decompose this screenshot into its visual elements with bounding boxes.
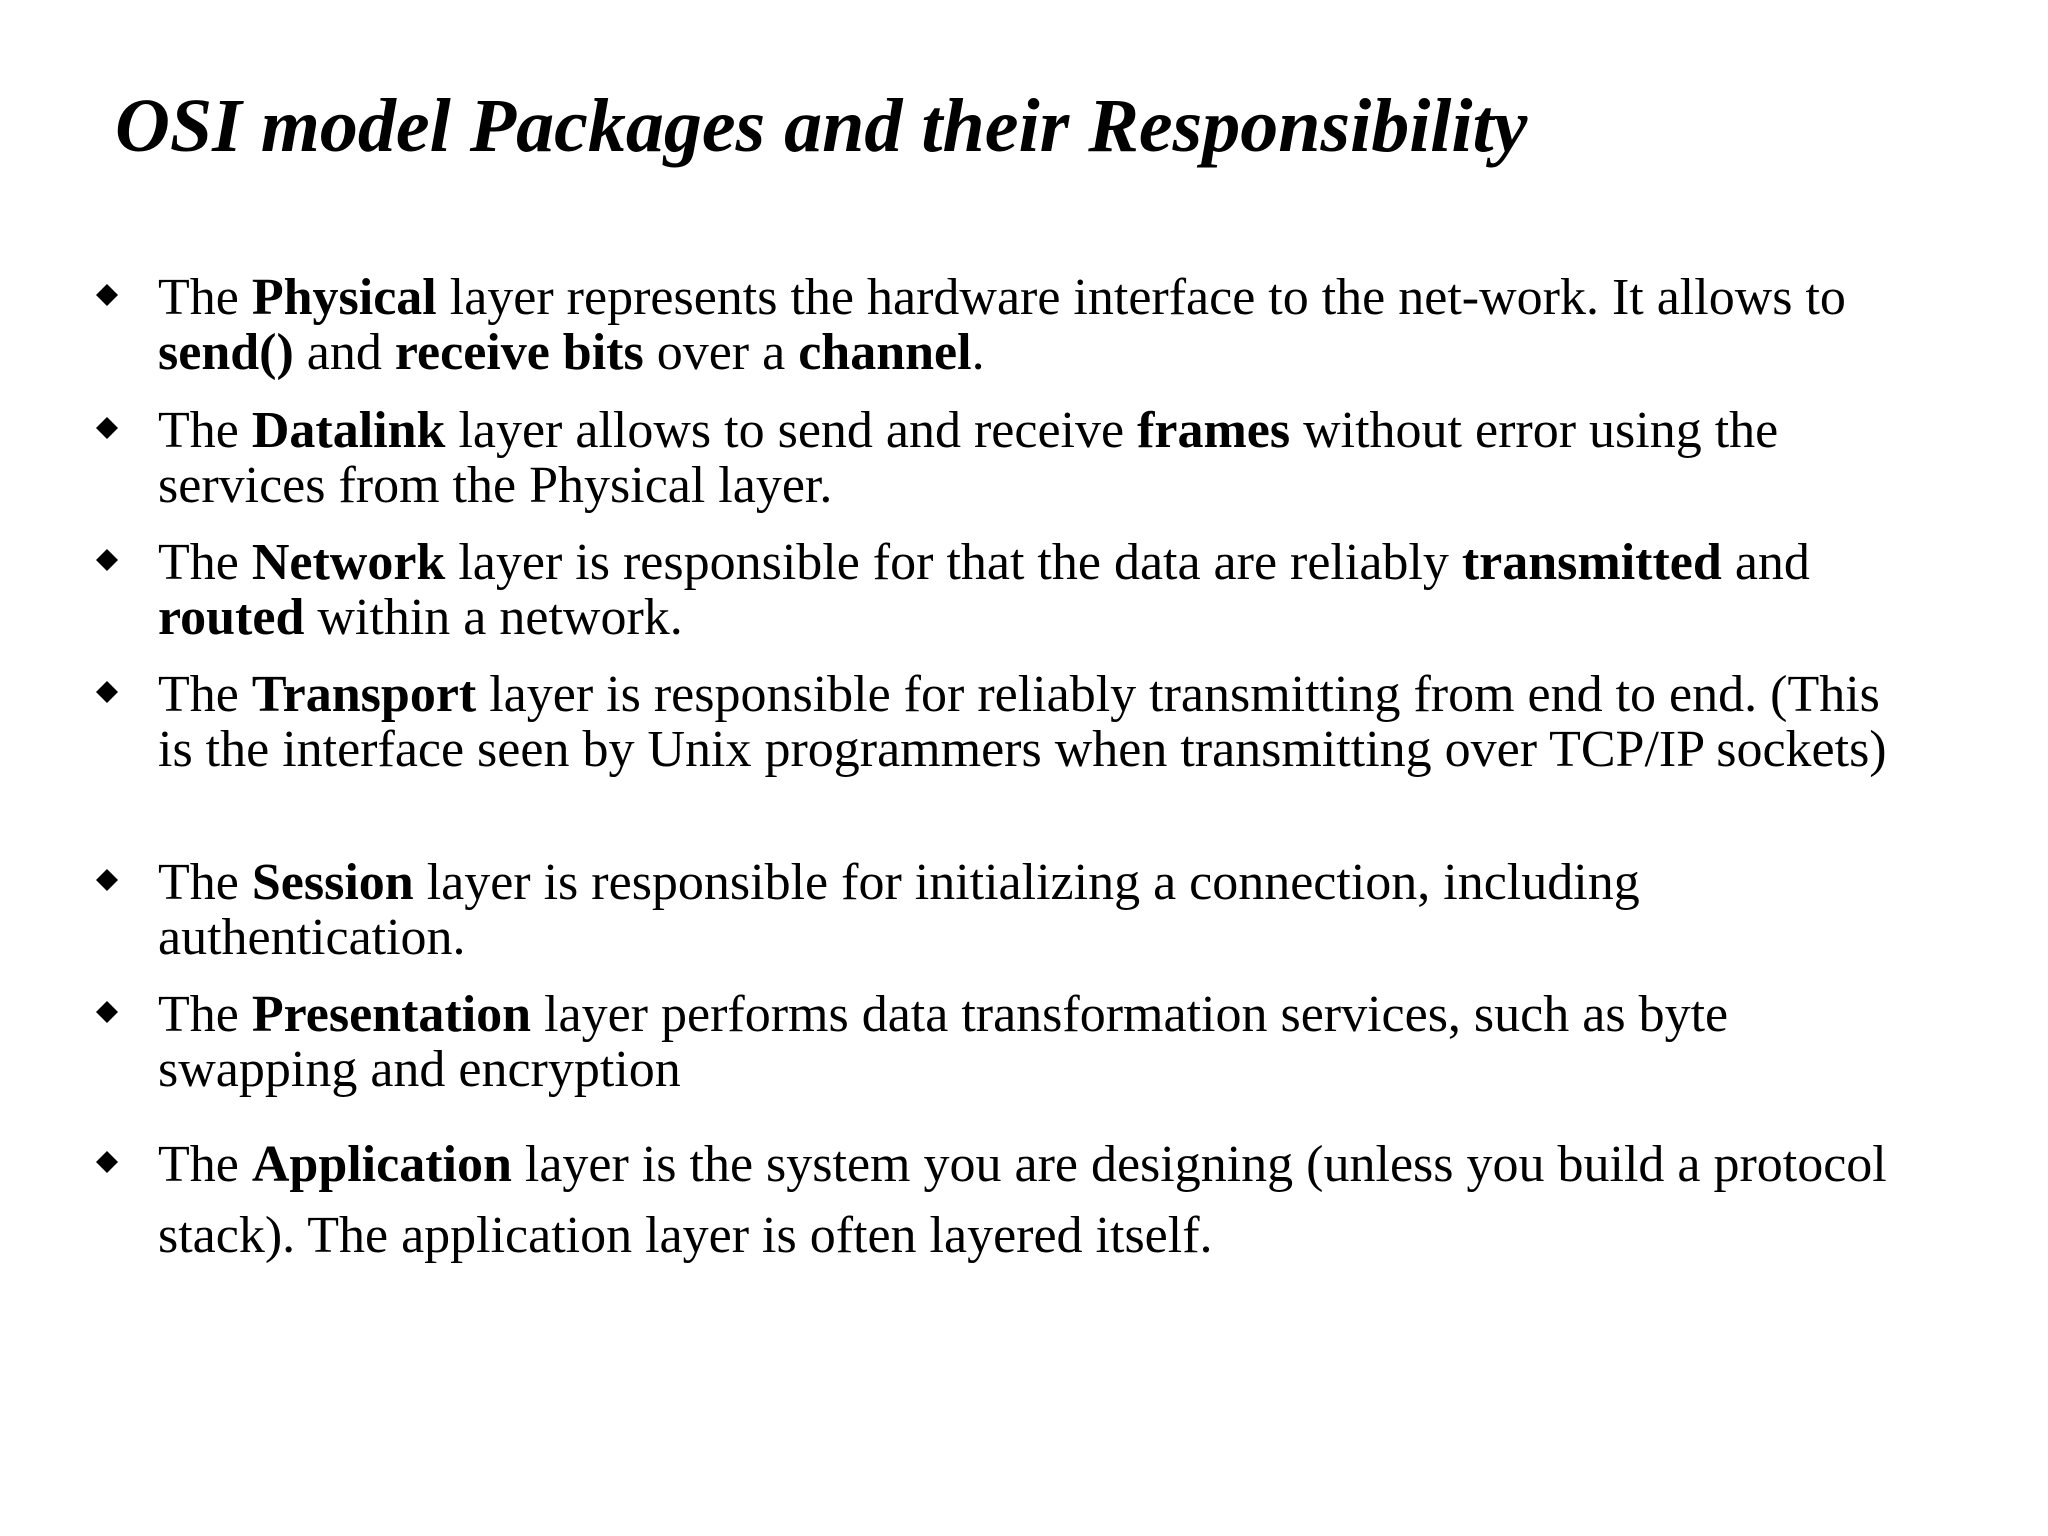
text-segment: The <box>158 534 252 591</box>
text-segment-bold: routed <box>158 589 305 646</box>
text-segment: and <box>293 324 395 381</box>
text-segment-bold: Network <box>251 534 446 591</box>
slide-title: OSI model Packages and their Responsibility <box>115 84 1528 168</box>
diamond-bullet-icon <box>96 1151 118 1173</box>
text-segment: The <box>158 986 252 1043</box>
bullet-session-layer <box>158 855 1918 965</box>
text-segment: The <box>158 269 252 326</box>
text-segment: layer is responsible for initializing a connection, including authentication. <box>158 854 1640 966</box>
bullet-text <box>158 986 1728 1098</box>
text-segment-bold: receive bits <box>394 324 644 381</box>
text-segment: . <box>971 324 985 381</box>
text-segment: layer allows to send and receive <box>445 402 1138 459</box>
bullet-datalink-layer <box>158 403 1918 513</box>
text-segment-bold: Physical <box>251 269 437 326</box>
text-segment-bold: Transport <box>251 666 477 723</box>
text-segment: layer performs data transformation services, such as byte swapping and encryption <box>158 986 1729 1098</box>
text-segment: The <box>158 854 252 911</box>
text-segment-bold: Presentation <box>251 986 532 1043</box>
text-segment-bold: transmitted <box>1461 534 1722 591</box>
text-segment-bold: Application <box>251 1136 512 1193</box>
diamond-bullet-icon <box>96 549 118 571</box>
bullet-presentation-layer <box>158 987 1918 1097</box>
text-segment: layer is responsible for reliably transmitting from end to end. (This is the interface seen by Unix programmers when transmitting over TCP/IP sockets) <box>158 666 1887 778</box>
bullet-text <box>158 666 1887 778</box>
text-segment: The <box>158 402 252 459</box>
text-segment: without error using the services from the Physical layer. <box>158 402 1779 514</box>
bullet-transport-layer <box>158 667 1918 777</box>
bullet-text <box>158 534 1810 646</box>
bullet-text <box>158 269 1846 381</box>
text-segment: and <box>1721 534 1810 591</box>
text-segment: The <box>158 666 252 723</box>
text-segment: over a <box>643 324 799 381</box>
text-segment: layer is the system you are designing (unless you build a protocol stack). The application layer is often layered itself. <box>158 1136 1887 1264</box>
text-segment: The <box>158 1136 252 1193</box>
bullet-text <box>158 1136 1887 1264</box>
diamond-bullet-icon <box>96 284 118 306</box>
text-segment-bold: frames <box>1137 402 1291 459</box>
text-segment-bold: channel <box>798 324 972 381</box>
bullet-network-layer <box>158 535 1918 645</box>
text-segment: layer is responsible for that the data are reliably <box>445 534 1462 591</box>
bullet-text <box>158 402 1778 514</box>
diamond-bullet-icon <box>96 681 118 703</box>
bullet-physical-layer <box>158 270 1918 380</box>
text-segment: within a network. <box>304 589 683 646</box>
text-segment-bold: send() <box>158 324 294 381</box>
text-segment-bold: Datalink <box>251 402 446 459</box>
text-segment-bold: Session <box>251 854 414 911</box>
bullet-text <box>158 854 1640 966</box>
diamond-bullet-icon <box>96 1001 118 1023</box>
diamond-bullet-icon <box>96 417 118 439</box>
diamond-bullet-icon <box>96 869 118 891</box>
text-segment: layer represents the hardware interface to the net-work. It allows to <box>436 269 1846 326</box>
bullet-application-layer <box>158 1129 1918 1271</box>
